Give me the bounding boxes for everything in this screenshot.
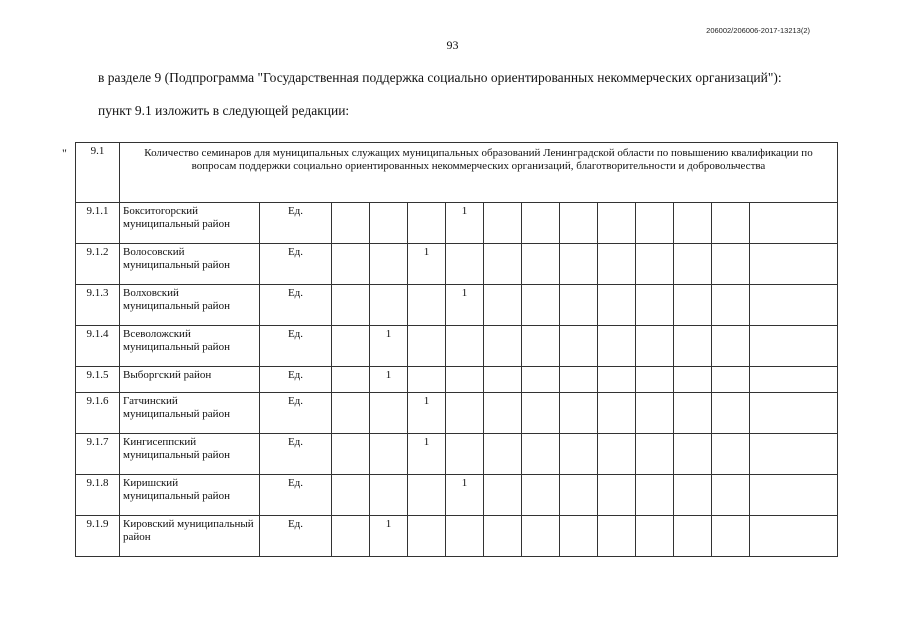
row-unit-cell: Ед. — [260, 367, 332, 393]
row-value-cell: 1 — [446, 285, 484, 326]
row-value-cell — [332, 434, 370, 475]
row-value-cell — [674, 326, 712, 367]
row-value-cell — [446, 244, 484, 285]
row-value-cell — [674, 393, 712, 434]
table-row — [76, 434, 838, 475]
table-row — [76, 326, 838, 367]
row-value-cell — [484, 244, 522, 285]
row-value-cell — [636, 244, 674, 285]
row-value-cell — [750, 244, 838, 285]
row-value-cell — [522, 203, 560, 244]
row-value-cell — [408, 475, 446, 516]
row-value-cell: 1 — [370, 367, 408, 393]
row-district-cell: Выборгский район — [120, 367, 260, 393]
row-value-cell — [560, 475, 598, 516]
row-value-cell — [370, 475, 408, 516]
row-value-cell — [598, 475, 636, 516]
row-value-cell — [484, 326, 522, 367]
row-value-cell — [750, 367, 838, 393]
row-value-cell — [598, 326, 636, 367]
table-row — [76, 203, 838, 244]
row-unit-cell: Ед. — [260, 244, 332, 285]
row-value-cell — [446, 326, 484, 367]
row-value-cell — [560, 244, 598, 285]
table-row — [76, 393, 838, 434]
row-value-cell — [712, 326, 750, 367]
row-value-cell — [560, 326, 598, 367]
row-unit-cell: Ед. — [260, 516, 332, 557]
row-value-cell — [370, 203, 408, 244]
page-number: 93 — [446, 38, 459, 52]
row-value-cell — [750, 393, 838, 434]
row-value-cell — [408, 285, 446, 326]
row-value-cell: 1 — [408, 393, 446, 434]
row-number-cell: 9.1.1 — [76, 203, 120, 244]
header-title-cell: Количество семинаров для муниципальных служащих муниципальных образований Ленинградской области по повышению квалификации по вопросам поддержки социально ориентированных некоммерческих организаций, благотворительности и добровольчества — [120, 143, 838, 203]
row-number-cell: 9.1.4 — [76, 326, 120, 367]
row-value-cell — [522, 285, 560, 326]
row-value-cell: 1 — [446, 203, 484, 244]
row-value-cell — [332, 393, 370, 434]
table-row — [76, 475, 838, 516]
row-value-cell — [674, 367, 712, 393]
row-value-cell — [636, 326, 674, 367]
row-value-cell — [522, 475, 560, 516]
row-value-cell — [332, 285, 370, 326]
row-value-cell — [370, 244, 408, 285]
row-value-cell — [674, 285, 712, 326]
row-value-cell — [674, 244, 712, 285]
row-unit-cell: Ед. — [260, 326, 332, 367]
row-value-cell — [560, 203, 598, 244]
row-number-cell: 9.1.8 — [76, 475, 120, 516]
row-value-cell — [446, 434, 484, 475]
row-value-cell — [446, 393, 484, 434]
row-value-cell — [446, 367, 484, 393]
row-value-cell — [598, 367, 636, 393]
row-value-cell: 1 — [370, 326, 408, 367]
row-value-cell — [332, 367, 370, 393]
row-value-cell — [636, 393, 674, 434]
row-unit-cell: Ед. — [260, 285, 332, 326]
row-value-cell — [484, 434, 522, 475]
row-value-cell — [636, 285, 674, 326]
row-value-cell — [598, 285, 636, 326]
row-value-cell — [484, 285, 522, 326]
row-value-cell — [712, 367, 750, 393]
row-unit-cell: Ед. — [260, 203, 332, 244]
row-unit-cell: Ед. — [260, 475, 332, 516]
row-value-cell — [598, 203, 636, 244]
row-district-cell: Кировский муниципальный район — [120, 516, 260, 557]
instruction-paragraph: пункт 9.1 изложить в следующей редакции: — [98, 103, 350, 118]
row-value-cell — [636, 475, 674, 516]
row-value-cell — [332, 516, 370, 557]
row-value-cell — [636, 516, 674, 557]
row-value-cell — [712, 285, 750, 326]
row-value-cell — [370, 285, 408, 326]
row-value-cell — [484, 367, 522, 393]
row-value-cell — [598, 434, 636, 475]
row-value-cell — [522, 326, 560, 367]
row-value-cell — [750, 516, 838, 557]
table-row — [76, 516, 838, 557]
open-quote: " — [62, 146, 67, 160]
row-value-cell — [674, 434, 712, 475]
row-value-cell — [750, 285, 838, 326]
row-value-cell — [408, 516, 446, 557]
row-value-cell — [674, 203, 712, 244]
row-value-cell — [484, 475, 522, 516]
row-value-cell — [712, 434, 750, 475]
row-value-cell — [750, 203, 838, 244]
row-value-cell — [408, 367, 446, 393]
row-value-cell — [636, 203, 674, 244]
intro-paragraph: в разделе 9 (Подпрограмма "Государственная поддержка социально ориентированных некоммерческих организаций"): — [98, 70, 782, 85]
row-value-cell — [408, 203, 446, 244]
row-value-cell: 1 — [446, 475, 484, 516]
row-value-cell: 1 — [408, 244, 446, 285]
row-value-cell — [522, 434, 560, 475]
row-value-cell — [484, 203, 522, 244]
row-district-cell: Волосовский муниципальный район — [120, 244, 260, 285]
row-value-cell — [674, 516, 712, 557]
row-number-cell: 9.1.9 — [76, 516, 120, 557]
row-value-cell — [598, 516, 636, 557]
document-code: 206002/206006-2017-13213(2) — [706, 26, 810, 35]
table-header-row — [76, 143, 838, 203]
header-number-cell: 9.1 — [76, 143, 120, 203]
row-number-cell: 9.1.3 — [76, 285, 120, 326]
row-value-cell — [712, 516, 750, 557]
row-value-cell — [712, 203, 750, 244]
row-value-cell — [598, 393, 636, 434]
row-value-cell — [636, 367, 674, 393]
table-row — [76, 244, 838, 285]
row-district-cell: Киришский муниципальный район — [120, 475, 260, 516]
row-district-cell: Гатчинский муниципальный район — [120, 393, 260, 434]
row-number-cell: 9.1.7 — [76, 434, 120, 475]
row-value-cell — [522, 393, 560, 434]
row-value-cell — [712, 393, 750, 434]
row-value-cell — [332, 244, 370, 285]
row-value-cell — [674, 475, 712, 516]
row-value-cell — [750, 434, 838, 475]
row-value-cell — [560, 367, 598, 393]
row-value-cell — [636, 434, 674, 475]
row-district-cell: Волховский муниципальный район — [120, 285, 260, 326]
row-value-cell — [370, 434, 408, 475]
row-value-cell — [560, 393, 598, 434]
row-value-cell — [332, 326, 370, 367]
row-value-cell — [408, 326, 446, 367]
row-value-cell — [332, 475, 370, 516]
row-value-cell — [522, 516, 560, 557]
row-value-cell — [598, 244, 636, 285]
row-unit-cell: Ед. — [260, 434, 332, 475]
row-value-cell — [560, 285, 598, 326]
row-value-cell: 1 — [408, 434, 446, 475]
row-value-cell — [446, 516, 484, 557]
table-row — [76, 285, 838, 326]
row-value-cell — [484, 393, 522, 434]
row-value-cell — [712, 475, 750, 516]
row-district-cell: Бокситогорский муниципальный район — [120, 203, 260, 244]
row-value-cell — [712, 244, 750, 285]
row-number-cell: 9.1.5 — [76, 367, 120, 393]
row-value-cell — [560, 434, 598, 475]
table-row — [76, 367, 838, 393]
row-value-cell — [522, 367, 560, 393]
row-number-cell: 9.1.2 — [76, 244, 120, 285]
row-value-cell — [484, 516, 522, 557]
row-value-cell — [750, 326, 838, 367]
row-value-cell — [522, 244, 560, 285]
row-value-cell — [560, 516, 598, 557]
row-value-cell — [750, 475, 838, 516]
row-value-cell — [332, 203, 370, 244]
row-unit-cell: Ед. — [260, 393, 332, 434]
row-value-cell: 1 — [370, 516, 408, 557]
row-district-cell: Кингисеппский муниципальный район — [120, 434, 260, 475]
row-district-cell: Всеволожский муниципальный район — [120, 326, 260, 367]
row-value-cell — [370, 393, 408, 434]
seminar-table — [75, 142, 838, 557]
row-number-cell: 9.1.6 — [76, 393, 120, 434]
